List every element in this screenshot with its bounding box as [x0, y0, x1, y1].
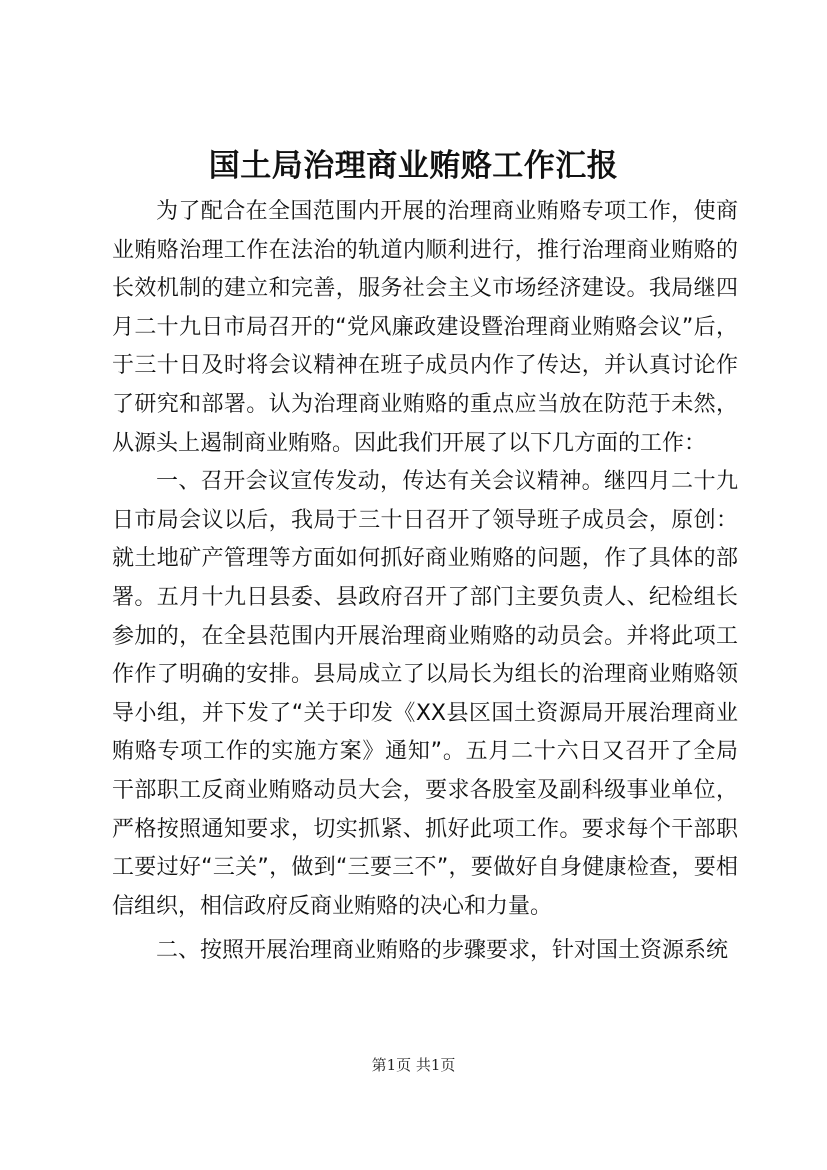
page-footer: 第1页 共1页	[371, 1056, 456, 1074]
paragraph-section-1: 一、召开会议宣传发动，传达有关会议精神。继四月二十九日市局会议以后，我局于三十日召开了领导班子成员会，原创：就土地矿产管理等方面如何抓好商业贿赂的问题，作了具体的部署。五月十九日县委、县政府召开了部门主要负责人、纪检组长参加的，在全县范围内开展治理商业贿赂的动员会。并将此项工作作了明确的安排。县局成立了以局长为组长的治理商业贿赂领导小组，并下发了“关于印发《XX县区国土资源局开展治理商业贿赂专项工作的实施方案》通知”。五月二十六日又召开了全局干部职工反商业贿赂动员大会，要求各股室及副科级事业单位，严格按照通知要求，切实抓紧、抓好此项工作。要求每个干部职工要过好“三关”，做到“三要三不”，要做好自身健康检查，要相信组织，相信政府反商业贿赂的决心和力量。	[112, 469, 738, 919]
paragraph-section-2: 二、按照开展治理商业贿赂的步骤要求，针对国土资源系统	[156, 938, 729, 964]
document-title: 国土局治理商业贿赂工作汇报	[208, 148, 619, 184]
paragraph-intro: 为了配合在全国范围内开展的治理商业贿赂专项工作，使商业贿赂治理工作在法治的轨道内顺利进行，推行治理商业贿赂的长效机制的建立和完善，服务社会主义市场经济建设。我局继四月二十九日市局召开的“党风廉政建设暨治理商业贿赂会议”后，于三十日及时将会议精神在班子成员内作了传达，并认真讨论作了研究和部署。认为治理商业贿赂的重点应当放在防范于未然，从源头上遏制商业贿赂。因此我们开展了以下几方面的工作：	[112, 199, 738, 456]
document-body	[112, 193, 738, 971]
